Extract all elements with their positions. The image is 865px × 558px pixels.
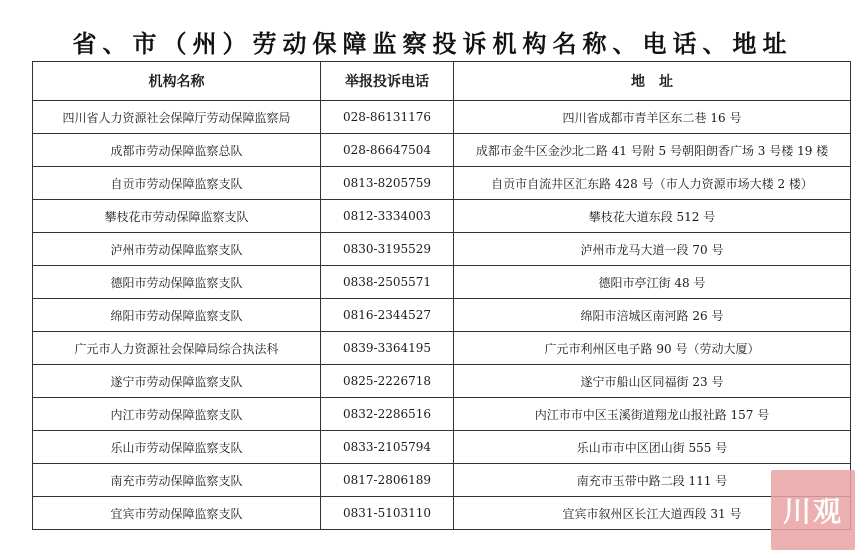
table-row bbox=[33, 167, 851, 200]
phone-cell: 0813-8205759 bbox=[321, 167, 454, 200]
institution-table bbox=[32, 61, 851, 530]
phone-cell: 0838-2505571 bbox=[321, 266, 454, 299]
phone-cell: 0830-3195529 bbox=[321, 233, 454, 266]
header-phone: 举报投诉电话 bbox=[321, 62, 454, 101]
table-row bbox=[33, 101, 851, 134]
table-row bbox=[33, 332, 851, 365]
institution-name-cell: 宜宾市劳动保障监察支队 bbox=[33, 497, 321, 530]
phone-cell: 0816-2344527 bbox=[321, 299, 454, 332]
phone-cell: 0831-5103110 bbox=[321, 497, 454, 530]
address-cell: 遂宁市船山区同福街 23 号 bbox=[454, 365, 851, 398]
table-row bbox=[33, 497, 851, 530]
phone-cell: 028-86131176 bbox=[321, 101, 454, 134]
address-cell: 成都市金牛区金沙北二路 41 号附 5 号朝阳朗香广场 3 号楼 19 楼 bbox=[454, 134, 851, 167]
institution-name-cell: 德阳市劳动保障监察支队 bbox=[33, 266, 321, 299]
phone-cell: 0833-2105794 bbox=[321, 431, 454, 464]
address-cell: 德阳市亭江街 48 号 bbox=[454, 266, 851, 299]
watermark-logo: 川观 bbox=[771, 470, 855, 550]
table-header-row bbox=[33, 62, 851, 101]
address-cell: 绵阳市涪城区南河路 26 号 bbox=[454, 299, 851, 332]
address-cell: 宜宾市叙州区长江大道西段 31 号 bbox=[454, 497, 851, 530]
table-row bbox=[33, 200, 851, 233]
institution-name-cell: 乐山市劳动保障监察支队 bbox=[33, 431, 321, 464]
address-cell: 内江市市中区玉溪街道翔龙山报社路 157 号 bbox=[454, 398, 851, 431]
document-title: 省、市（州）劳动保障监察投诉机构名称、电话、地址 bbox=[72, 30, 793, 58]
table-row bbox=[33, 134, 851, 167]
table-row bbox=[33, 233, 851, 266]
phone-cell: 0832-2286516 bbox=[321, 398, 454, 431]
institution-name-cell: 遂宁市劳动保障监察支队 bbox=[33, 365, 321, 398]
institution-name-cell: 泸州市劳动保障监察支队 bbox=[33, 233, 321, 266]
address-cell: 泸州市龙马大道一段 70 号 bbox=[454, 233, 851, 266]
header-name: 机构名称 bbox=[33, 62, 321, 101]
institution-name-cell: 四川省人力资源社会保障厅劳动保障监察局 bbox=[33, 101, 321, 134]
table-row bbox=[33, 431, 851, 464]
institution-name-cell: 攀枝花市劳动保障监察支队 bbox=[33, 200, 321, 233]
header-address: 地 址 bbox=[454, 62, 851, 101]
phone-cell: 028-86647504 bbox=[321, 134, 454, 167]
address-cell: 自贡市自流井区汇东路 428 号（市人力资源市场大楼 2 楼） bbox=[454, 167, 851, 200]
institution-name-cell: 广元市人力资源社会保障局综合执法科 bbox=[33, 332, 321, 365]
table-row bbox=[33, 398, 851, 431]
address-cell: 乐山市市中区团山街 555 号 bbox=[454, 431, 851, 464]
phone-cell: 0812-3334003 bbox=[321, 200, 454, 233]
phone-cell: 0839-3364195 bbox=[321, 332, 454, 365]
institution-name-cell: 南充市劳动保障监察支队 bbox=[33, 464, 321, 497]
table-row bbox=[33, 266, 851, 299]
institution-name-cell: 成都市劳动保障监察总队 bbox=[33, 134, 321, 167]
address-cell: 南充市玉带中路二段 111 号 bbox=[454, 464, 851, 497]
phone-cell: 0825-2226718 bbox=[321, 365, 454, 398]
phone-cell: 0817-2806189 bbox=[321, 464, 454, 497]
address-cell: 攀枝花大道东段 512 号 bbox=[454, 200, 851, 233]
institution-name-cell: 自贡市劳动保障监察支队 bbox=[33, 167, 321, 200]
table-row bbox=[33, 464, 851, 497]
table-row bbox=[33, 299, 851, 332]
address-cell: 四川省成都市青羊区东二巷 16 号 bbox=[454, 101, 851, 134]
institution-name-cell: 绵阳市劳动保障监察支队 bbox=[33, 299, 321, 332]
institution-name-cell: 内江市劳动保障监察支队 bbox=[33, 398, 321, 431]
table-row bbox=[33, 365, 851, 398]
address-cell: 广元市利州区电子路 90 号（劳动大厦） bbox=[454, 332, 851, 365]
